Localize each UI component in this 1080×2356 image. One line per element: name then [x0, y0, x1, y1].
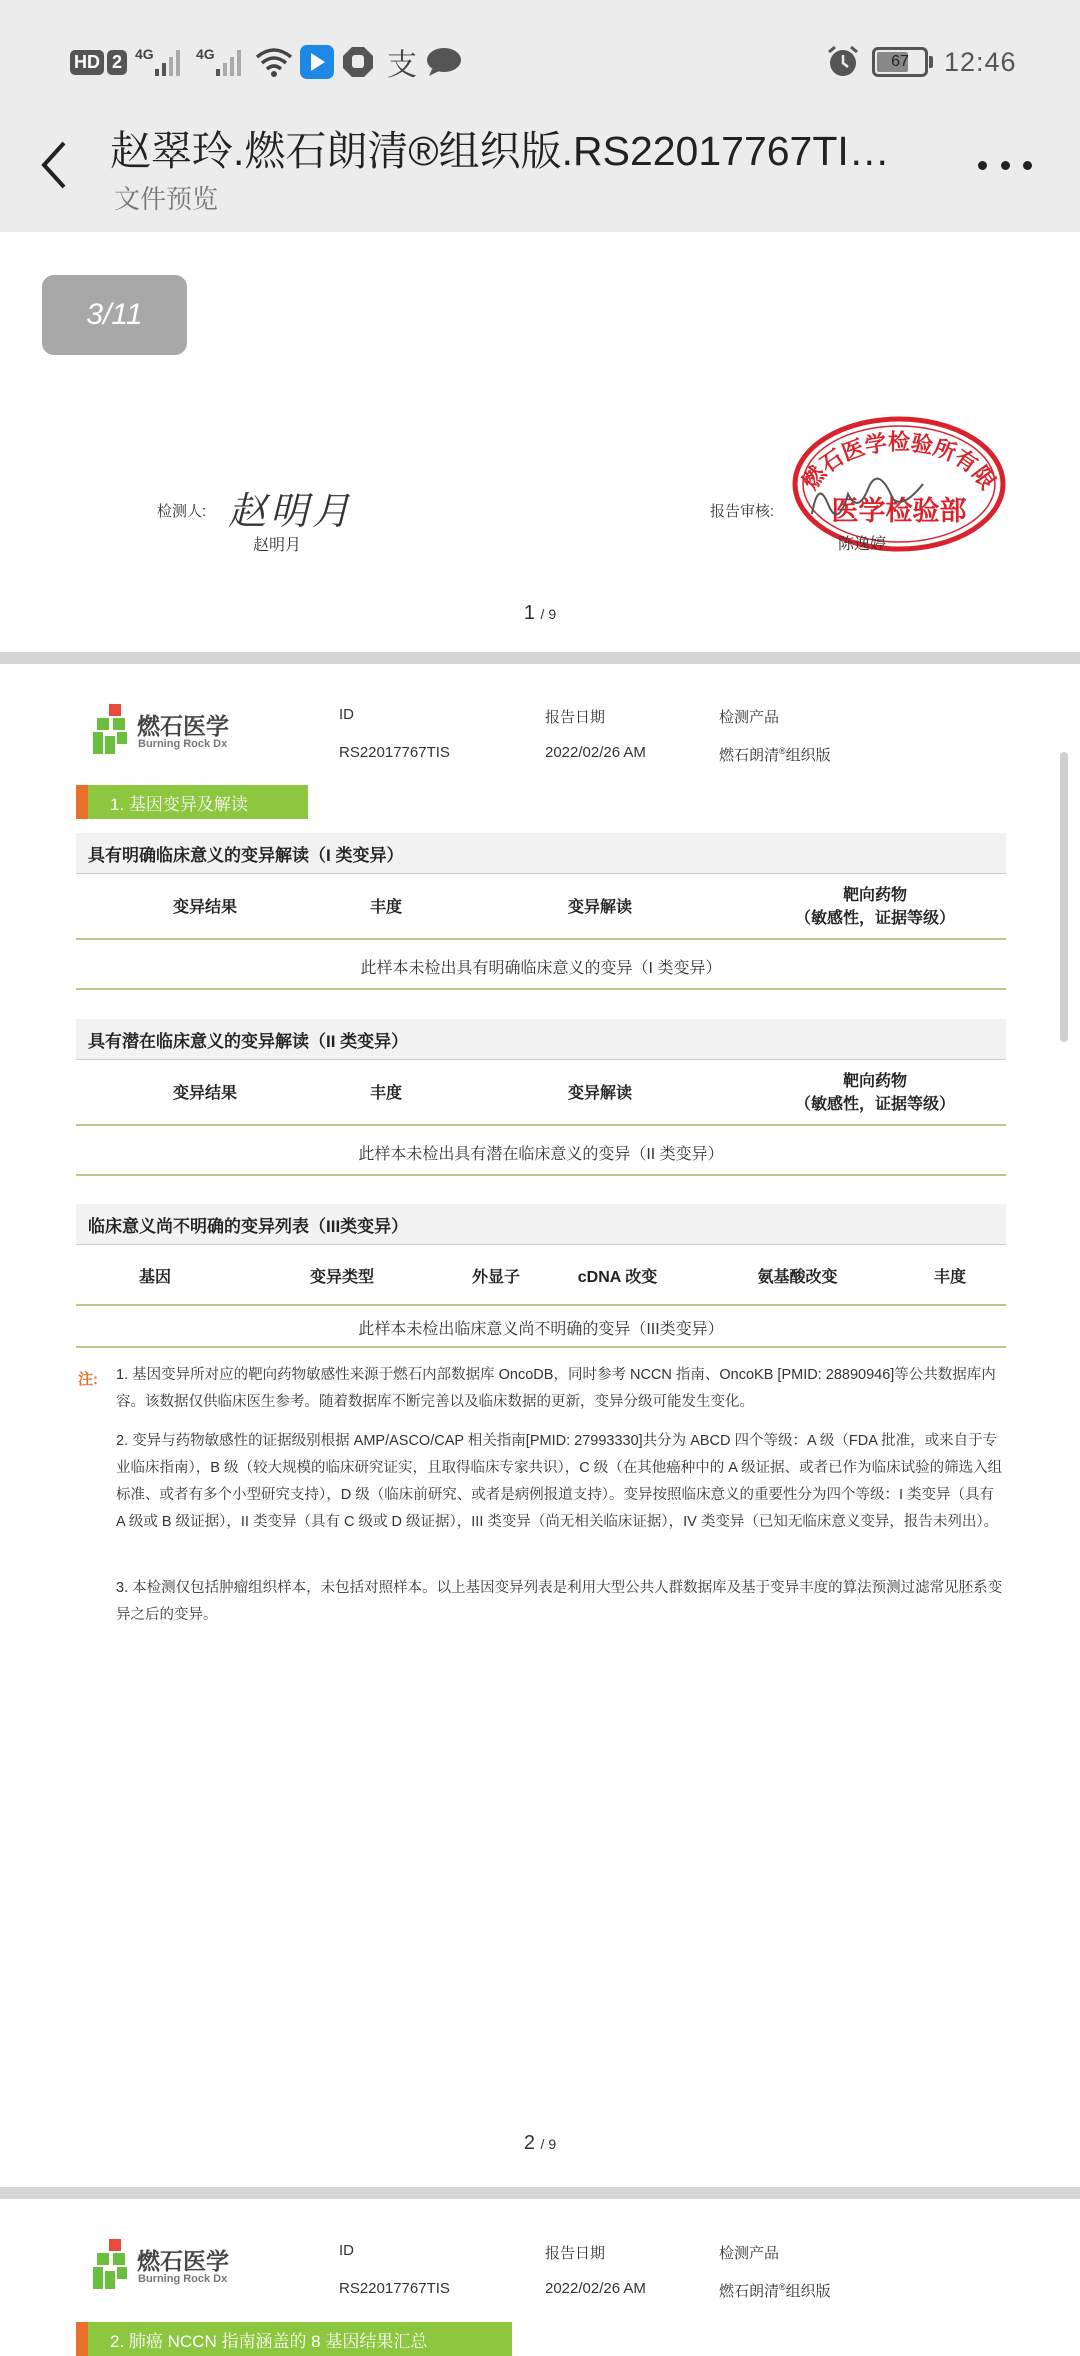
id-value: RS22017767TIS: [339, 2280, 450, 2297]
table-rule: [76, 938, 1006, 940]
title-bar: [0, 125, 1080, 232]
product-value: [719, 2280, 831, 2301]
page-indicator: 3/11: [42, 275, 187, 355]
reviewer-name: 陈逸婷: [838, 536, 887, 553]
id-value: RS22017767TIS: [339, 744, 450, 761]
logo-english: Burning Rock Dx: [138, 2273, 228, 2285]
page-separator: [0, 652, 1080, 664]
table-rule: [76, 988, 1006, 990]
col-header-drug: 靶向药物: [842, 887, 907, 904]
class1-table-title: 具有明确临床意义的变异解读（I 类变异）: [76, 833, 1006, 873]
page-number: 1: [523, 602, 535, 624]
date-label: 报告日期: [545, 2245, 606, 2262]
wifi-icon: [255, 46, 293, 78]
reviewer-label: 报告审核:: [710, 503, 775, 520]
class2-table-title: 具有潜在临床意义的变异解读（II 类变异）: [76, 1019, 1006, 1059]
product-suffix: 组织版: [785, 2283, 831, 2300]
section-2-header: [76, 2322, 512, 2356]
class3-empty-row: 此样本未检出临床意义尚不明确的变异（III类变异）: [358, 1321, 724, 1338]
document-viewer[interactable]: [0, 232, 1080, 2351]
product-value: [719, 744, 831, 765]
product-name: 燃石朗清: [719, 2283, 780, 2300]
tester-label: 检测人:: [157, 503, 207, 520]
status-bar: [0, 0, 1080, 125]
hd-icon: [70, 46, 127, 78]
class2-empty-row: 此样本未检出具有潜在临床意义的变异（II 类变异）: [358, 1146, 724, 1163]
logo-mark-icon: [93, 2239, 141, 2291]
app-notification-icon: [300, 46, 334, 78]
table-rule: [76, 1174, 1006, 1176]
alipay-icon: 支: [387, 49, 417, 82]
divider: [76, 873, 1006, 874]
notes-label: 注:: [78, 1371, 98, 1388]
section-accent: [76, 785, 88, 819]
date-label: 报告日期: [545, 709, 606, 726]
page-total: / 9: [540, 2136, 557, 2152]
logo-chinese: 燃石医学: [137, 2248, 229, 2274]
battery-icon: [872, 46, 933, 78]
hd-badge: HD: [70, 50, 104, 75]
col-header-amino-acid: 氨基酸改变: [757, 1269, 838, 1286]
col-header-variant: 变异结果: [172, 1085, 237, 1102]
section-accent: [76, 2322, 88, 2356]
class3-table-title: 临床意义尚不明确的变异列表（III类变异）: [76, 1204, 1006, 1244]
class1-empty-row: 此样本未检出具有明确临床意义的变异（I 类变异）: [360, 960, 722, 977]
page-separator: [0, 2187, 1080, 2199]
col-header-abundance: 丰度: [369, 1085, 402, 1102]
burning-rock-logo: [93, 704, 233, 759]
product-label: 检测产品: [719, 2245, 780, 2262]
network-type-2: 4G: [196, 46, 215, 62]
col-header-interpretation: 变异解读: [567, 1085, 632, 1102]
date-value: 2022/02/26 AM: [545, 2280, 646, 2297]
product-suffix: 组织版: [785, 747, 831, 764]
document-title: 赵翠玲.燃石朗清®组织版.RS22017767TI…: [110, 128, 890, 174]
registered-mark: ®: [779, 746, 786, 756]
col-header-abundance: 丰度: [369, 899, 402, 916]
message-icon: [426, 46, 462, 78]
section-1-title: 1. 基因变异及解读: [110, 794, 248, 814]
col-header-exon: 外显子: [471, 1269, 520, 1286]
col-header-variant: 变异结果: [172, 899, 237, 916]
divider: [76, 1059, 1006, 1060]
col-header-interpretation: 变异解读: [567, 899, 632, 916]
note-3: 3. 本检测仅包括肿瘤组织样本，未包括对照样本。以上基因变异列表是利用大型公共人群数据库及基于变异丰度的算法预测过滤常见胚系变异之后的变异。: [116, 1580, 1003, 1623]
tester-signature: 赵明月: [228, 489, 355, 533]
scrollbar-thumb[interactable]: [1060, 752, 1068, 1042]
table-rule: [76, 1124, 1006, 1126]
stamp-top-text: 燃石医学检验所有限: [798, 430, 1000, 495]
more-dot-icon: [1001, 161, 1010, 170]
burning-rock-logo: [93, 2239, 233, 2294]
note-1: 1. 基因变异所对应的靶向药物敏感性来源于燃石内部数据库 OncoDB，同时参考 NCCN 指南、OncoKB [PMID: 28890946]等公共数据库内容。该数据仅供临床医生参考。随着数据库不断完善以及临床数据的更新，变异分级可能发生变化。: [116, 1367, 996, 1410]
page-total: / 9: [540, 606, 557, 622]
section-2-title: 2. 肺癌 NCCN 指南涵盖的 8 基因结果汇总: [110, 2331, 428, 2351]
tester-name: 赵明月: [253, 537, 302, 554]
stamp-bottom-text: 医学检验部: [831, 496, 967, 527]
battery-level: 67: [891, 53, 909, 70]
col-header-drug-sub: （敏感性，证据等级）: [794, 910, 955, 927]
alarm-icon: [826, 46, 860, 78]
col-header-variant-type: 变异类型: [309, 1269, 374, 1286]
reviewer-signature: [808, 474, 928, 524]
page-footer-1: [0, 602, 1080, 625]
logo-mark-icon: [93, 704, 141, 756]
divider: [76, 1244, 1006, 1245]
network-type-1: 4G: [135, 46, 154, 62]
col-header-gene: 基因: [138, 1269, 171, 1286]
logo-english: Burning Rock Dx: [138, 738, 228, 750]
page-number: 2: [523, 2132, 535, 2154]
registered-mark: ®: [779, 2282, 786, 2292]
col-header-abundance: 丰度: [933, 1269, 966, 1286]
hd-number: 2: [107, 50, 127, 75]
table-rule: [76, 1304, 1006, 1306]
more-options-button[interactable]: [970, 145, 1040, 185]
product-label: 检测产品: [719, 709, 780, 726]
col-header-drug-sub: （敏感性，证据等级）: [794, 1096, 955, 1113]
stop-hand-icon: [342, 46, 374, 78]
back-button[interactable]: [30, 135, 80, 195]
more-dot-icon: [1023, 161, 1032, 170]
col-header-cdna: cDNA 改变: [577, 1269, 658, 1286]
date-value: 2022/02/26 AM: [545, 744, 646, 761]
clock: 12:46: [944, 46, 1017, 77]
page-footer-2: [0, 2132, 1080, 2155]
document-subtitle: 文件预览: [114, 184, 219, 214]
signal-icon-2: [196, 46, 243, 78]
signal-icon: [135, 46, 182, 78]
back-arrow-icon: [30, 135, 80, 195]
logo-chinese: 燃石医学: [137, 713, 229, 739]
section-1-header: [76, 785, 308, 819]
product-name: 燃石朗清: [719, 747, 780, 764]
id-label: ID: [339, 2242, 354, 2259]
col-header-drug: 靶向药物: [842, 1073, 907, 1090]
more-dot-icon: [978, 161, 987, 170]
table-rule: [76, 1346, 1006, 1348]
id-label: ID: [339, 706, 354, 723]
note-2: 2. 变异与药物敏感性的证据级别根据 AMP/ASCO/CAP 相关指南[PMID: 27993330]共分为 ABCD 四个等级：A 级（FDA 批准，或来自于专业临床指南），B 级（较大规模的临床研究证实，且取得临床专家共识），C 级（在其他癌种中的 A 级证据、或者已作为临床试验的筛选入组标准、或者有多个小型研究支持），D 级（临床前研究、或者是病例报道支持）。变异按照临床意义的重要性分为四个等级：I 类变异（具有 A 级或 B 级证据），II 类变异（具有 C 级或 D 级证据），III 类变异（尚无相关临床证据），IV 类变异（已知无临床意义变异，报告未列出）。: [116, 1433, 1003, 1530]
